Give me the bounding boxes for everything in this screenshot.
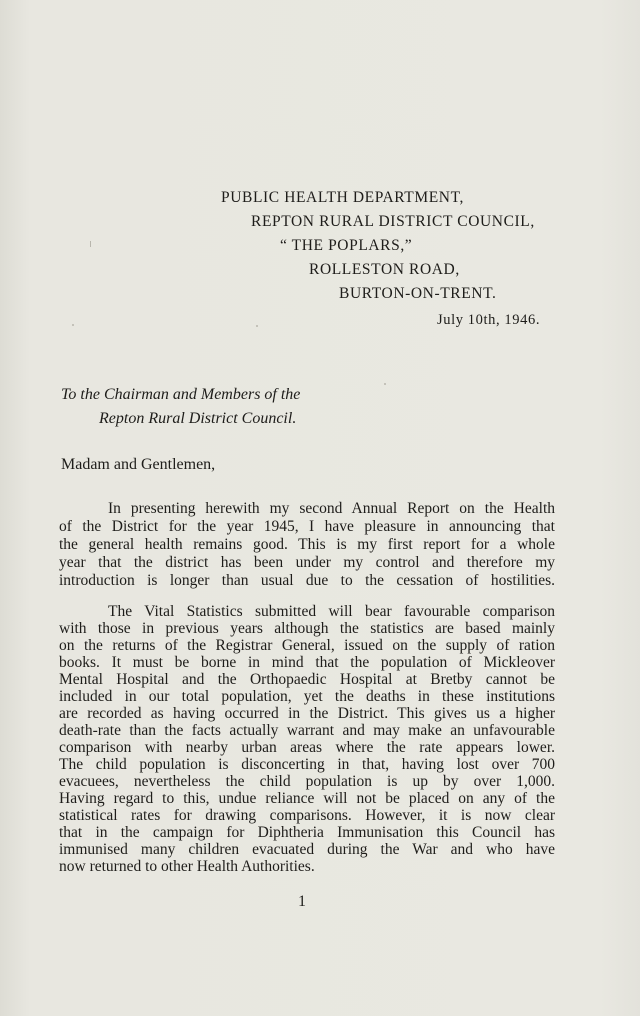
paragraph-line: year that the district has been under my control and therefore my bbox=[59, 554, 555, 571]
paragraph-line: death-rate than the facts actually warrant and may make an unfavourable bbox=[59, 722, 555, 739]
paragraph-line: evacuees, nevertheless the child population is up by over 1,000. bbox=[59, 773, 555, 790]
paragraph-line: In presenting herewith my second Annual Report on the Health bbox=[108, 500, 555, 517]
letter-date: July 10th, 1946. bbox=[437, 312, 541, 328]
paper-speck bbox=[90, 241, 91, 247]
paragraph-line: introduction is longer than usual due to the cessation of hostilities. bbox=[59, 572, 555, 589]
paragraph-line: of the District for the year 1945, I have pleasure in announcing that bbox=[59, 518, 555, 535]
address-line-building: “ THE POPLARS,” bbox=[280, 237, 413, 254]
paragraph-line: included in our total population, yet the deaths in these institutions bbox=[59, 688, 555, 705]
paragraph-line: are recorded as having occurred in the District. This gives us a higher bbox=[59, 705, 555, 722]
paragraph-line: The child population is disconcerting in that, having lost over 700 bbox=[59, 756, 555, 773]
paragraph-line: Having regard to this, undue reliance will not be placed on any of the bbox=[59, 790, 555, 807]
paragraph-line: now returned to other Health Authorities. bbox=[59, 858, 315, 875]
page-number: 1 bbox=[298, 893, 306, 910]
paper-speck bbox=[72, 324, 74, 326]
paper-speck bbox=[256, 325, 258, 327]
addressee-line-2: Repton Rural District Council. bbox=[99, 410, 297, 427]
address-line-road: ROLLESTON ROAD, bbox=[309, 261, 460, 278]
paragraph-line: on the returns of the Registrar General, issued on the supply of ration bbox=[59, 637, 555, 654]
paragraph-line: immunised many children evacuated during the War and who have bbox=[59, 841, 555, 858]
address-line-department: PUBLIC HEALTH DEPARTMENT, bbox=[221, 189, 464, 206]
paragraph-line: with those in previous years although the statistics are based mainly bbox=[59, 620, 555, 637]
greeting: Madam and Gentlemen, bbox=[61, 456, 216, 473]
address-line-town: BURTON-ON-TRENT. bbox=[339, 285, 497, 302]
paper-speck bbox=[384, 383, 386, 385]
paragraph-line: statistical rates for drawing comparisons. However, it is now clear bbox=[59, 807, 555, 824]
paragraph-line: comparison with nearby urban areas where the rate appears lower. bbox=[59, 739, 555, 756]
paragraph-line: Mental Hospital and the Orthopaedic Hospital at Bretby cannot be bbox=[59, 671, 555, 688]
addressee-line-1: To the Chairman and Members of the bbox=[61, 386, 301, 403]
paragraph-line: books. It must be borne in mind that the population of Mickleover bbox=[59, 654, 555, 671]
paragraph-line: The Vital Statistics submitted will bear favourable comparison bbox=[108, 603, 555, 620]
address-line-council: REPTON RURAL DISTRICT COUNCIL, bbox=[251, 213, 535, 230]
paragraph-line: that in the campaign for Diphtheria Immunisation this Council has bbox=[59, 824, 555, 841]
paragraph-line: the general health remains good. This is my first report for a whole bbox=[59, 536, 555, 553]
